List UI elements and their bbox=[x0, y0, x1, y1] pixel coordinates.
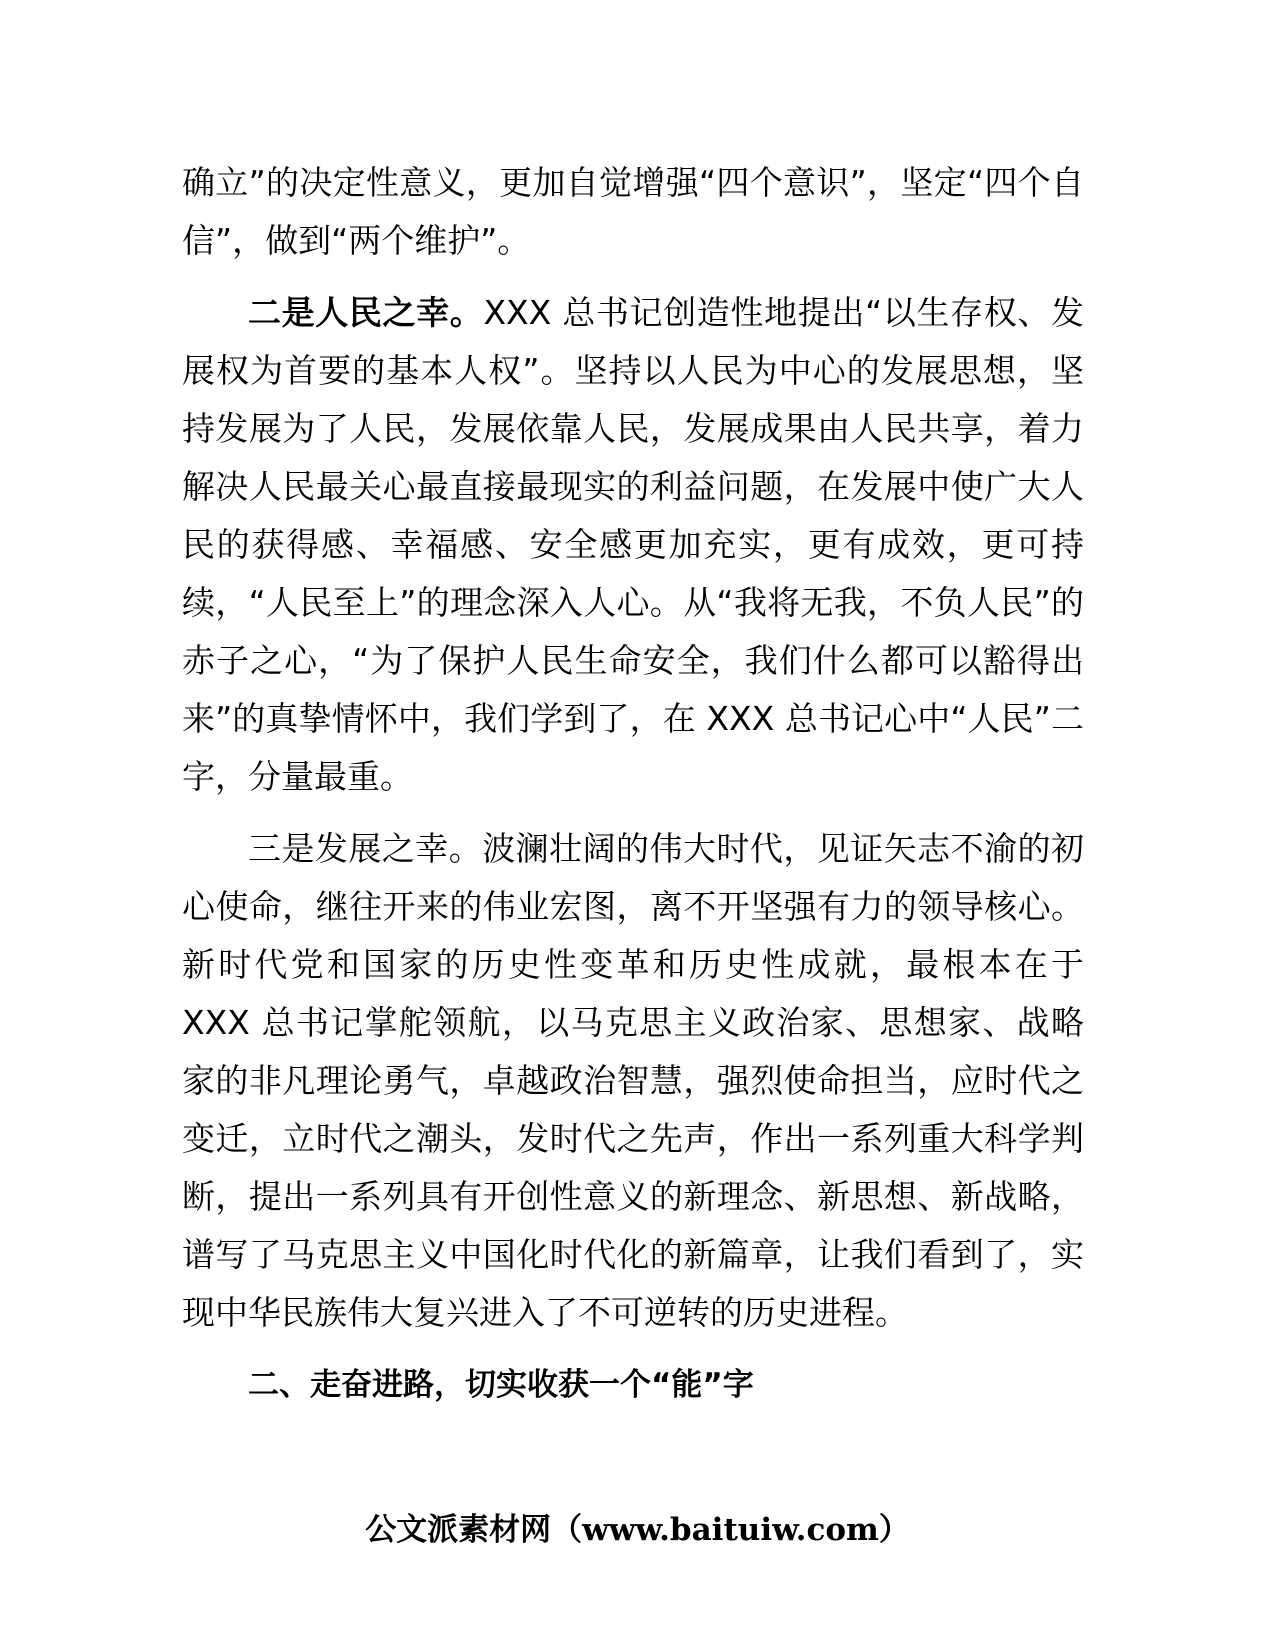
paragraph-lead: 三是发展之幸。 bbox=[248, 829, 483, 868]
paragraph-development bbox=[182, 820, 1084, 1342]
paragraph-text: 确立”的决定性意义，更加自觉增强“四个意识”，坚定“四个自信”，做到“两个维护”。 bbox=[182, 163, 1084, 260]
paragraph-people bbox=[182, 284, 1084, 806]
paragraph-continuation bbox=[182, 154, 1084, 270]
paragraph-lead: 二是人民之幸。 bbox=[248, 293, 484, 332]
document-body bbox=[182, 154, 1084, 1414]
paragraph-text: XXX 总书记创造性地提出“以生存权、发展权为首要的基本人权”。坚持以人民为中心的发展思想，坚持发展为了人民，发展依靠人民，发展成果由人民共享，着力解决人民最关心最直接最现实的利益问题，在发展中使广大人民的获得感、幸福感、安全感更加充实，更有成效，更可持续，“人民至上”的理念深入人心。从“我将无我，不负人民”的赤子之心，“为了保护人民生命安全，我们什么都可以豁得出来”的真挚情怀中，我们学到了，在 XXX 总书记心中“人民”二字，分量最重。 bbox=[182, 293, 1084, 796]
section-heading: 二、走奋进路，切实收获一个“能”字 bbox=[248, 1367, 754, 1403]
footer-watermark: 公文派素材网（www.baituiw.com） bbox=[365, 1512, 910, 1548]
paragraph-text: 波澜壮阔的伟大时代，见证矢志不渝的初心使命，继往开来的伟业宏图，离不开坚强有力的领导核心。新时代党和国家的历史性变革和历史性成就，最根本在于 XXX 总书记掌舵领航，以马克思主义政治家、思想家、战略家的非凡理论勇气，卓越政治智慧，强烈使命担当，应时代之变迁，立时代之潮头，发时代之先声，作出一系列重大科学判断，提出一系列具有开创性意义的新理念、新思想、新战略，谱写了马克思主义中国化时代化的新篇章，让我们看到了，实现中华民族伟大复兴进入了不可逆转的历史进程。 bbox=[182, 829, 1085, 1332]
